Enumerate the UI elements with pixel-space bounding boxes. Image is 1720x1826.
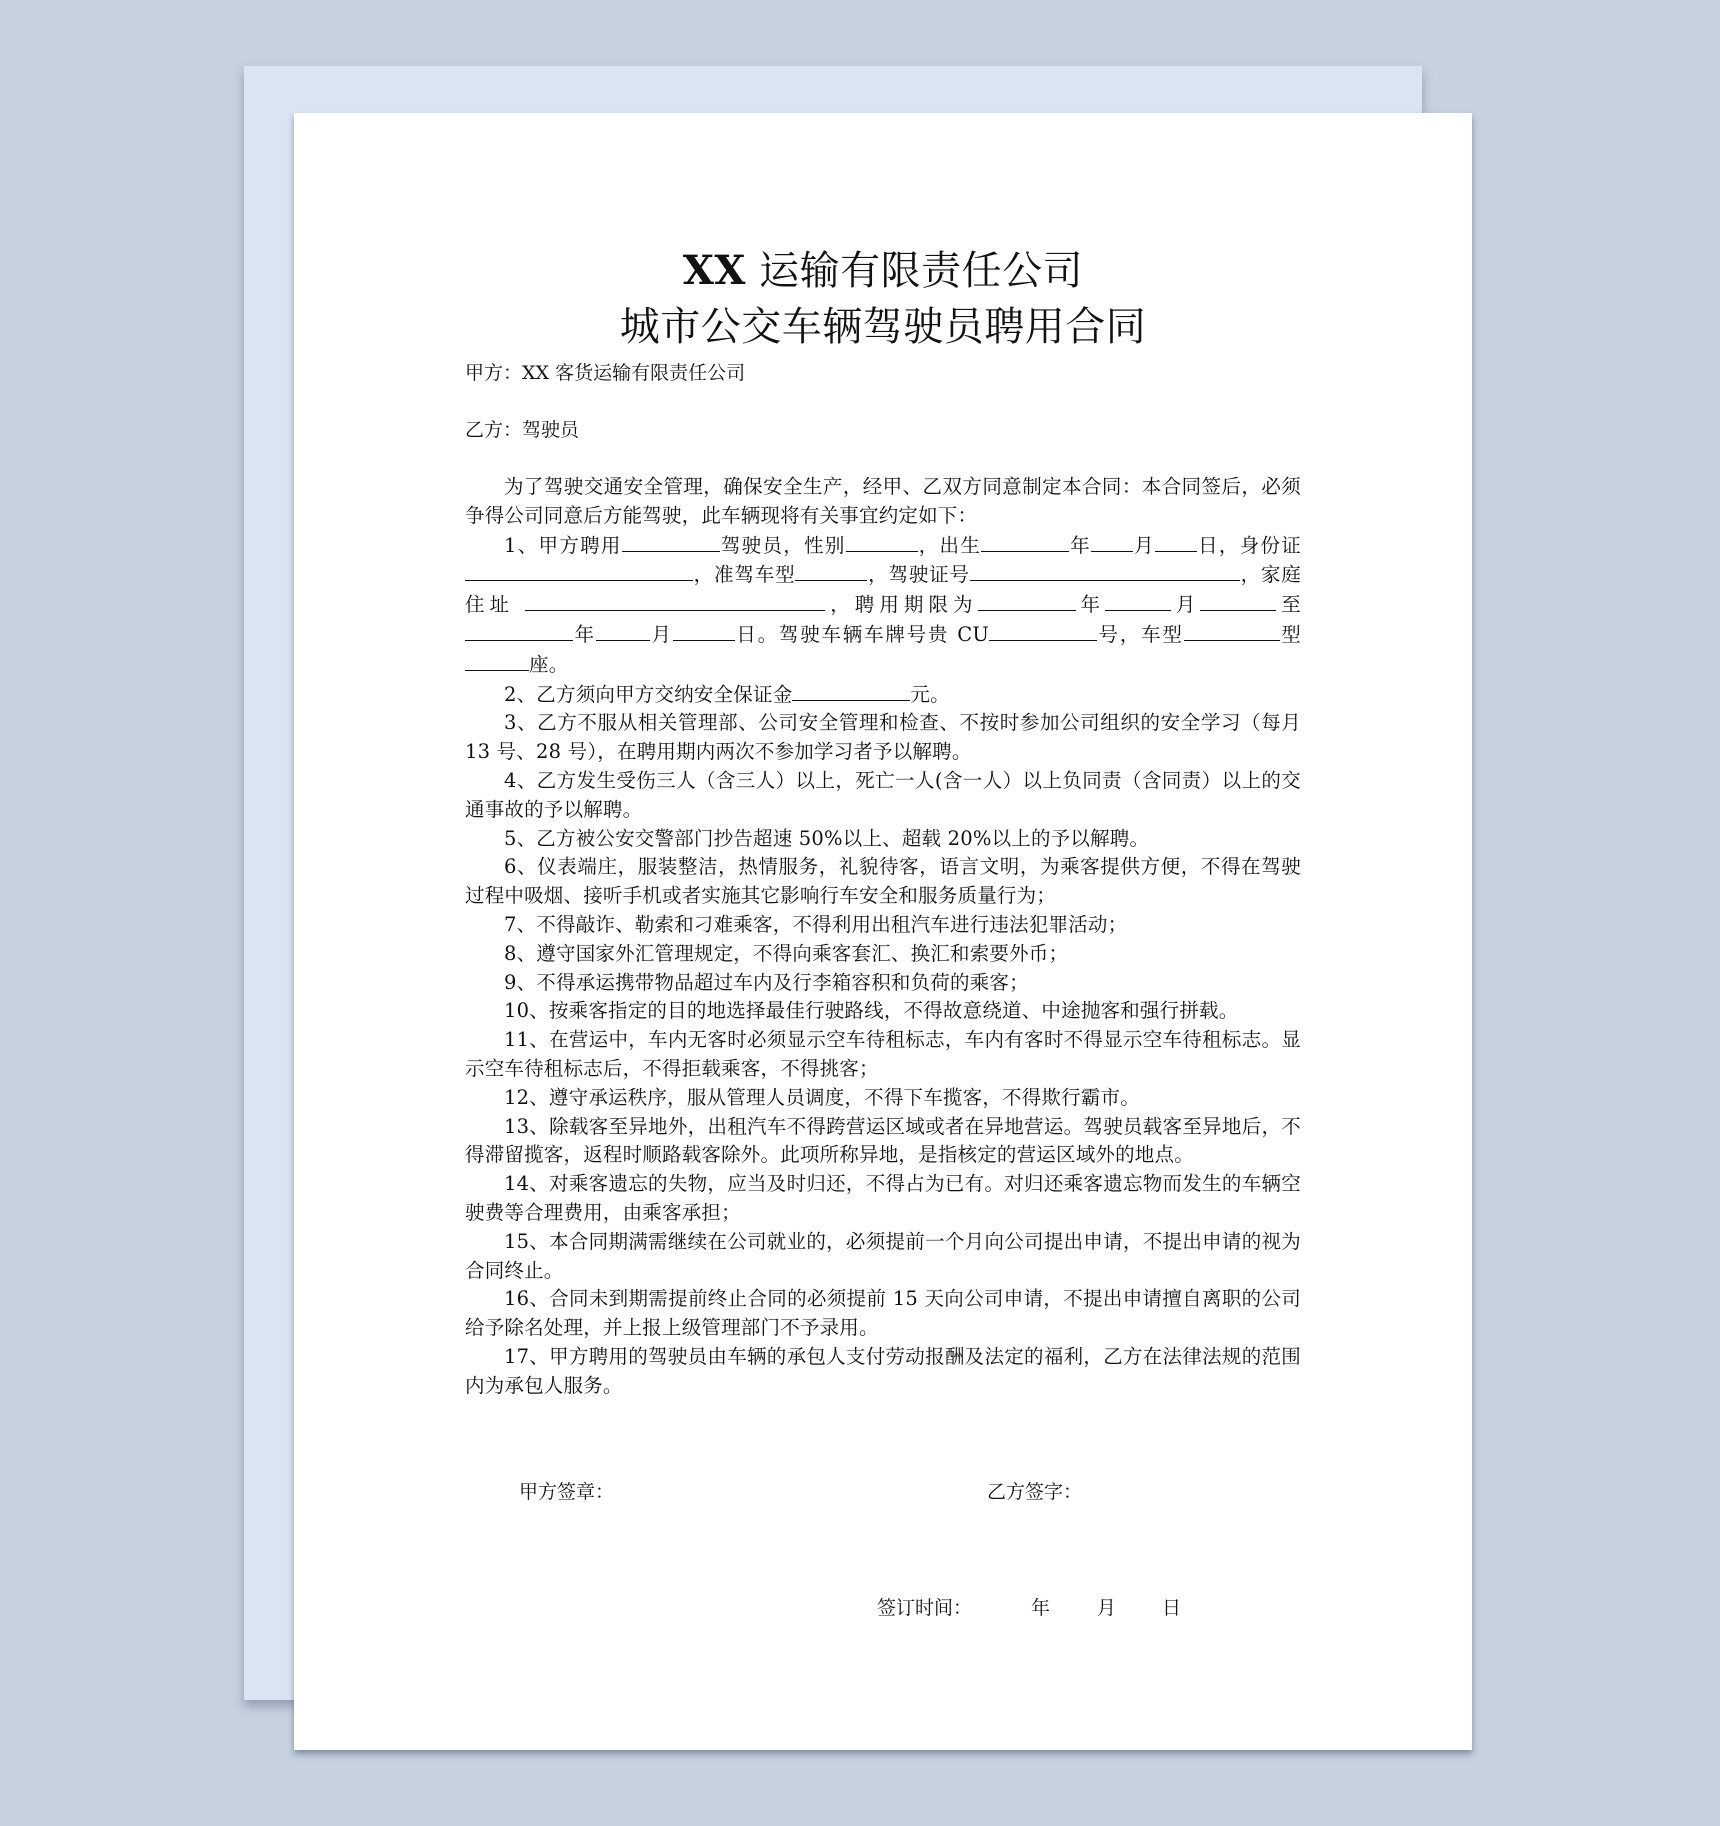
clause-text: 驾驶员，性别 [719, 533, 846, 557]
signing-date-day: 日 [1162, 1596, 1182, 1619]
blank-home-address[interactable] [525, 590, 825, 611]
intro-paragraph: 为了驾驶交通安全管理，确保安全生产，经甲、乙双方同意制定本合同：本合同签后，必须争得公司同意后方能驾驶，此车辆现将有关事宜约定如下： [465, 475, 1301, 527]
clause-16: 16、合同未到期需提前终止合同的必须提前 15 天向公司申请，不提出申请擅自离职的公司给予除名处理，并上报上级管理部门不予录用。 [465, 1287, 1301, 1340]
blank-birth-month[interactable] [1091, 531, 1133, 552]
clause-13: 13、除载客至异地外，出租汽车不得跨营运区域或者在异地营运。驾驶员载客至异地后，不得滞留揽客，返程时顺路载客除外。此项所称异地，是指核定的营运区域外的地点。 [465, 1114, 1301, 1167]
clause-text: ，聘用期限为 [825, 593, 978, 617]
party-a: 甲方：XX 客货运输有限责任公司 [465, 362, 746, 384]
clause-text: ，驾驶证号 [867, 563, 970, 587]
clause-6: 6、仪表端庄，服装整洁，热情服务，礼貌待客，语言文明，为乘客提供方便，不得在驾驶过程中吸烟、接听手机或者实施其它影响行车安全和服务质量行为； [465, 855, 1301, 908]
title-contract: 城市公交车辆驾驶员聘用合同 [619, 304, 1147, 350]
blank-driver-name[interactable] [622, 531, 720, 552]
clause-text: 号，车型 [1096, 622, 1184, 646]
clause-text: 年 [1069, 533, 1092, 557]
clause-text: ，出生 [917, 533, 982, 557]
clause-1 [465, 531, 1301, 680]
clause-9: 9、不得承运携带物品超过车内及行李箱容积和负荷的乘客； [504, 970, 1029, 994]
document-page [294, 113, 1472, 1750]
clause-text: 日。驾驶车辆车牌号贵 CU [734, 622, 989, 646]
blank-gender[interactable] [846, 531, 918, 552]
party-b-signature-label: 乙方签字： [987, 1480, 1083, 1503]
clause-2 [465, 680, 1301, 710]
signing-date-year: 年 [1031, 1596, 1051, 1619]
document-content [465, 243, 1301, 1623]
clause-10: 10、按乘客指定的目的地选择最佳行驶路线，不得故意绕道、中途抛客和强行拼载。 [504, 999, 1239, 1023]
signing-date-month: 月 [1097, 1596, 1117, 1619]
clause-7: 7、不得敲诈、勒索和刁难乘客，不得利用出租汽车进行违法犯罪活动； [504, 912, 1128, 936]
clause-4: 4、乙方发生受伤三人（含三人）以上，死亡一人(含一人）以上负同责（含同责）以上的交通事故的予以解聘。 [465, 768, 1301, 821]
title-company [465, 243, 1301, 299]
blank-birth-day[interactable] [1155, 531, 1197, 552]
blank-plate-number[interactable] [989, 620, 1097, 641]
blank-term-start-year[interactable] [978, 590, 1076, 611]
blank-seats[interactable] [465, 650, 529, 671]
clause-text: ，准驾车型 [693, 563, 796, 587]
clause-5: 5、乙方被公安交警部门抄告超速 50%以上、超载 20%以上的予以解聘。 [504, 826, 1150, 850]
signature-row [465, 1477, 1301, 1507]
blank-term-start-day[interactable] [1200, 590, 1276, 611]
blank-vehicle-model[interactable] [1184, 620, 1280, 641]
blank-license-number[interactable] [970, 560, 1240, 581]
clause-17: 17、甲方聘用的驾驶员由车辆的承包人支付劳动报酬及法定的福利，乙方在法律法规的范围内为承包人服务。 [465, 1344, 1301, 1397]
clause-text: 月 [1171, 593, 1201, 617]
clause-text: 年 [573, 622, 596, 646]
clause-text: 至 [1276, 593, 1301, 617]
blank-birth-year[interactable] [981, 531, 1069, 552]
blank-vehicle-class[interactable] [795, 560, 867, 581]
clause-text: 型 [1279, 622, 1301, 646]
clause-text: 日，身份证 [1196, 533, 1301, 557]
clause-text: 年 [1075, 593, 1106, 617]
clause-3: 3、乙方不服从相关管理部、公司安全管理和检查、不按时参加公司组织的安全学习（每月 13 号、28 号），在聘用期内两次不参加学习者予以解聘。 [465, 711, 1301, 764]
clause-text: 元。 [910, 682, 950, 706]
clause-text: 1、甲方聘用 [504, 533, 622, 557]
clause-12: 12、遵守承运秩序，服从管理人员调度，不得下车揽客，不得欺行霸市。 [504, 1085, 1140, 1109]
party-b: 乙方：驾驶员 [465, 419, 580, 441]
clause-text: 2、乙方须向甲方交纳安全保证金 [504, 682, 793, 706]
clause-15: 15、本合同期满需继续在公司就业的，必须提前一个月向公司提出申请，不提出申请的视为合同终止。 [465, 1229, 1301, 1282]
blank-term-end-year[interactable] [465, 620, 573, 641]
blank-term-end-month[interactable] [596, 620, 650, 641]
blank-term-end-day[interactable] [673, 620, 735, 641]
blank-term-start-month[interactable] [1105, 590, 1171, 611]
clause-text: 座。 [529, 652, 569, 676]
title-company-name: 运输有限责任公司 [745, 248, 1084, 294]
blank-id-number[interactable] [465, 560, 693, 581]
clause-14: 14、对乘客遗忘的失物，应当及时归还，不得占为已有。对归还乘客遗忘物而发生的车辆空驶费等合理费用，由乘客承担； [465, 1172, 1301, 1224]
clause-text: 月 [1133, 533, 1155, 557]
clause-text: ，家庭住址 [465, 563, 1301, 617]
clause-text: 月 [649, 622, 673, 646]
clause-11: 11、在营运中，车内无客时必须显示空车待租标志，车内有客时不得显示空车待租标志。显示空车待租标志后，不得拒载乘客，不得挑客； [465, 1028, 1301, 1080]
signing-date-label: 签订时间： [877, 1596, 973, 1619]
party-a-signature-label: 甲方签章： [519, 1480, 615, 1503]
blank-deposit-amount[interactable] [792, 680, 910, 701]
title-xx: XX [682, 247, 746, 294]
signing-date-row [465, 1593, 1301, 1623]
clause-8: 8、遵守国家外汇管理规定，不得向乘客套汇、换汇和索要外币； [504, 941, 1069, 965]
